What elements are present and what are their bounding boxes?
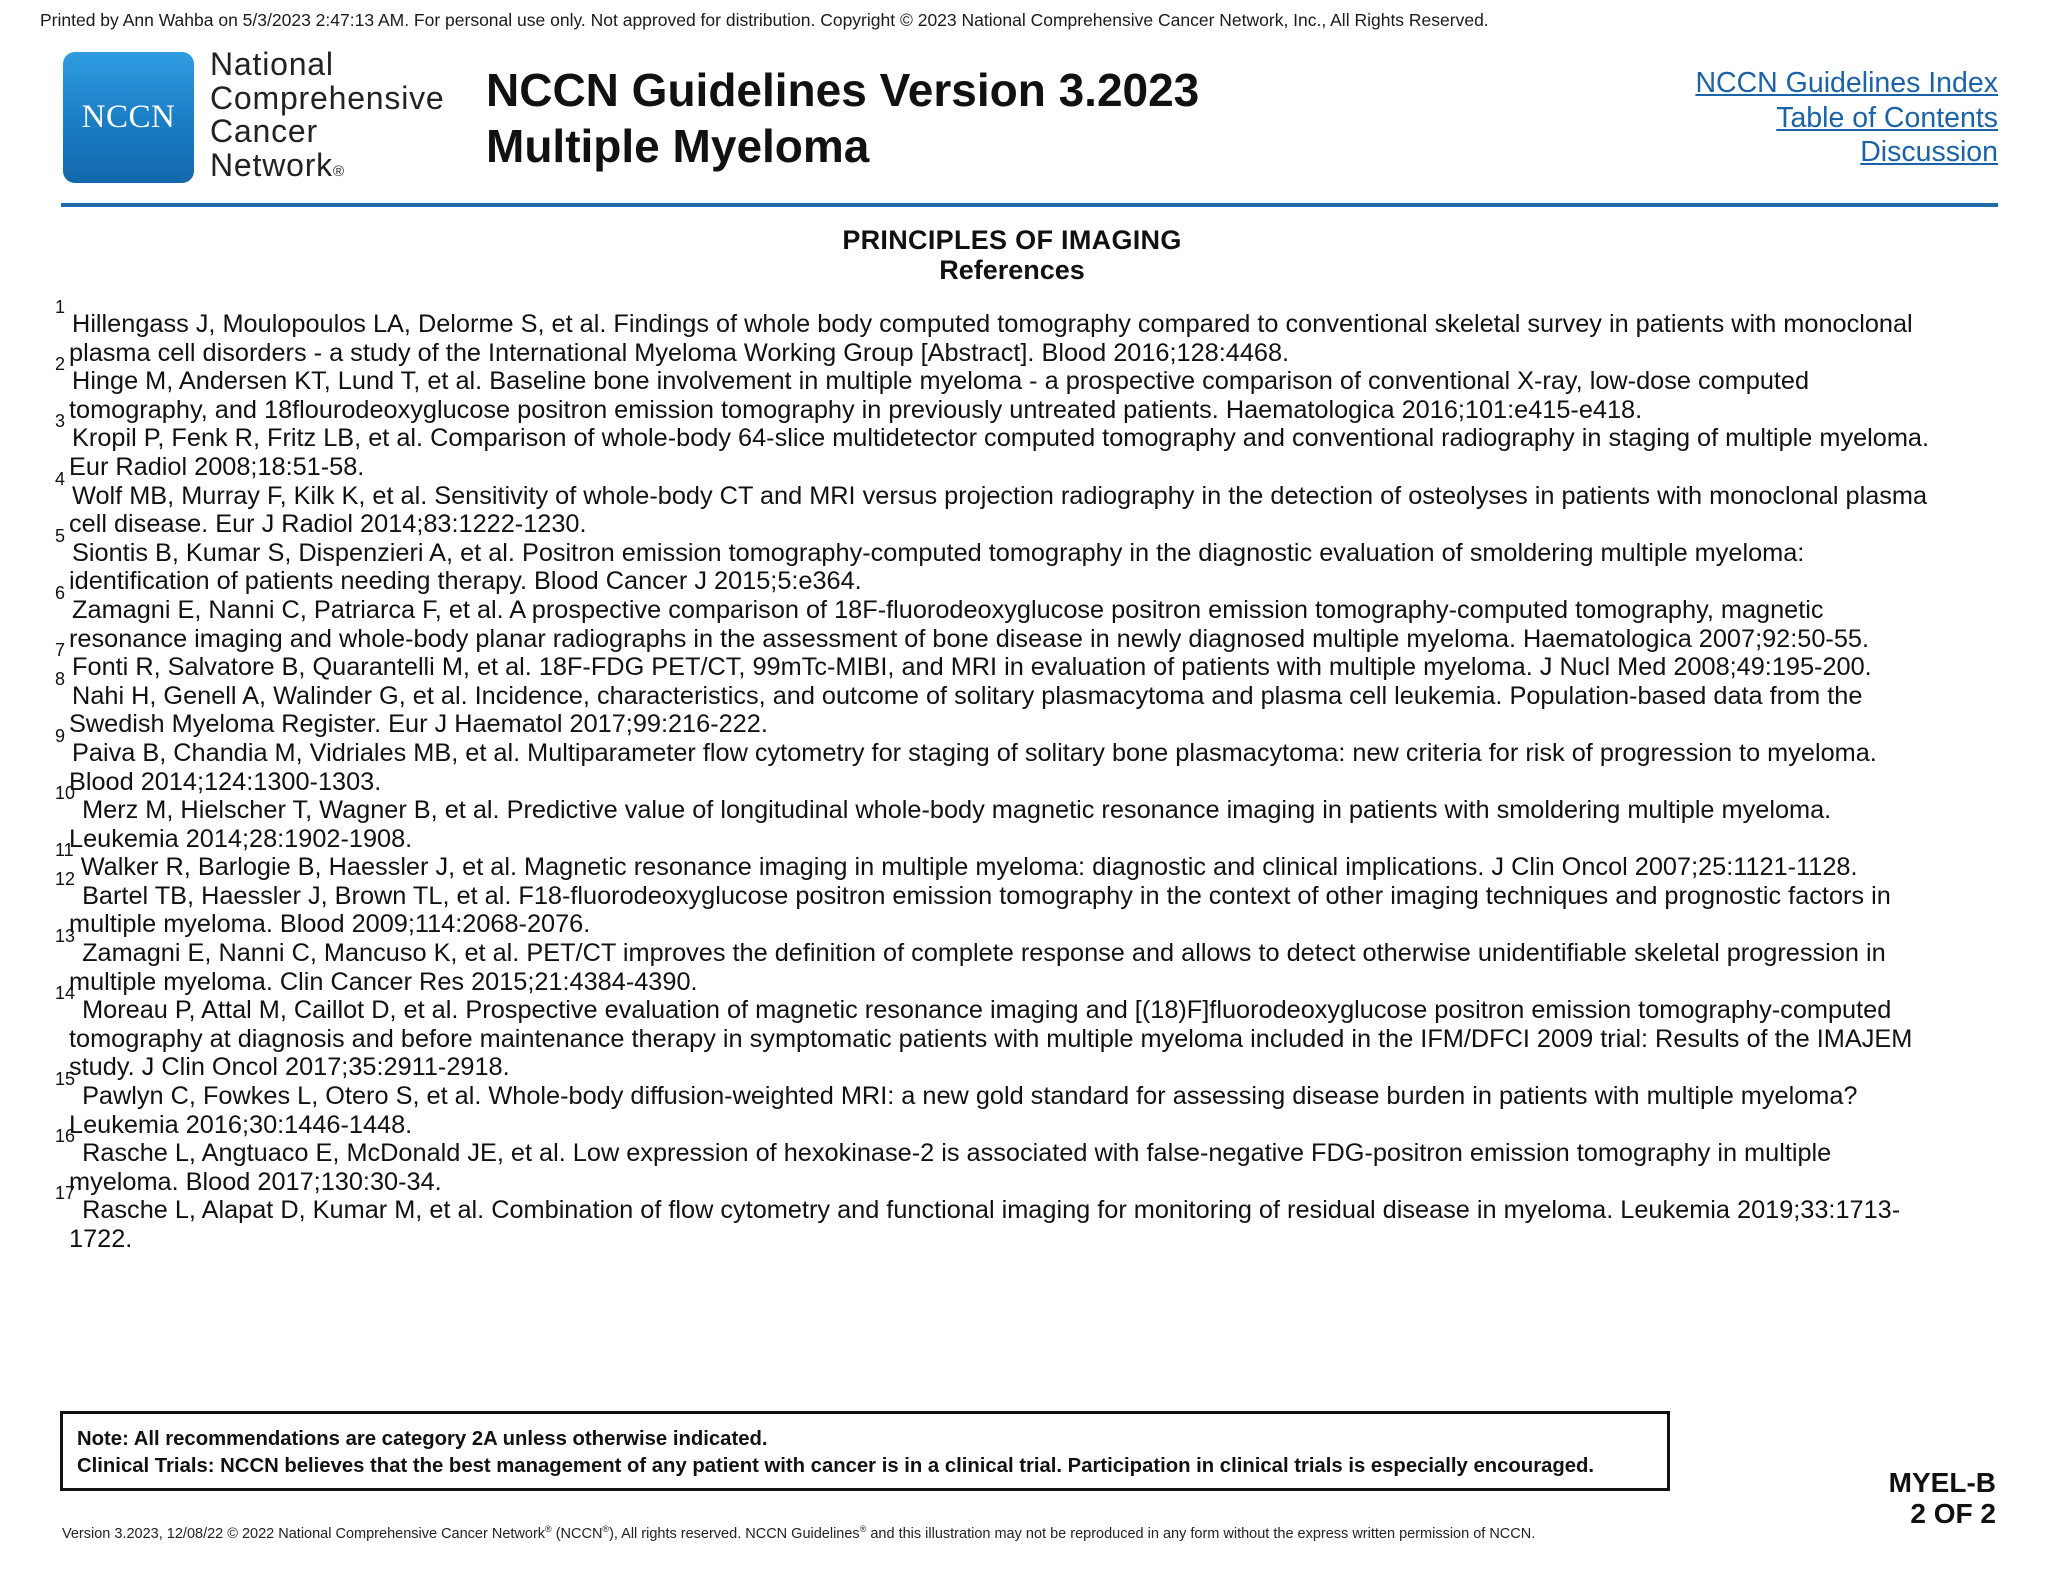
- reference-item: [55, 468, 2005, 539]
- page-identifier: [1889, 1467, 1996, 1529]
- note-box: [60, 1411, 1670, 1491]
- page-title: [486, 62, 1199, 174]
- reference-text: Pawlyn C, Fowkes L, Otero S, et al. Whole-body diffusion-weighted MRI: a new gold standard for assessing disease burden in patients with multiple myeloma? Leukemia 2016;30:1446-1448.: [69, 1082, 1858, 1139]
- reference-text: Rasche L, Alapat D, Kumar M, et al. Combination of flow cytometry and functional imaging for monitoring of residual disease in myeloma. Leukemia 2019;33:1713- 1722.: [69, 1196, 1901, 1253]
- guideline-version-title: NCCN Guidelines Version 3.2023: [486, 64, 1200, 116]
- section-subtitle: References: [939, 255, 1085, 285]
- reference-text: Merz M, Hielscher T, Wagner B, et al. Predictive value of longitudinal whole-body magnetic resonance imaging in patients with smoldering multiple myeloma. Leukemia 2014;28:1902-1908.: [69, 796, 1832, 853]
- reference-number: 17: [55, 1183, 76, 1204]
- logo-acronym: NCCN: [81, 99, 176, 135]
- footer-reg-1: ®: [545, 1524, 552, 1534]
- reference-text: Kropil P, Fenk R, Fritz LB, et al. Comparison of whole-body 64-slice multidetector computed tomography and conventional radiography in staging of multiple myeloma. Eur Radiol 2008;18:51-58.: [69, 424, 1930, 481]
- reference-text: Zamagni E, Nanni C, Patriarca F, et al. A prospective comparison of 18F-fluorodeoxyglucose positron emission tomography-computed tomography, magnetic resonance imaging and whole-body planar radiographs in the assessment of bone disease in newly diagnosed multiple myeloma. Haematologica 2007;92:50-55.: [69, 595, 1869, 653]
- section-title: PRINCIPLES OF IMAGING: [842, 225, 1182, 255]
- clinical-trials-note: Clinical Trials: NCCN believes that the best management of any patient with cancer is in a clinical trial. Participation in clinical trials is especially encouraged.: [77, 1454, 1595, 1477]
- reference-number: 12: [55, 868, 76, 889]
- category-note: Note: All recommendations are category 2A unless otherwise indicated.: [77, 1428, 768, 1450]
- reference-item: [55, 297, 2005, 367]
- logo-wordmark: [210, 48, 445, 182]
- reference-number: 9: [55, 725, 66, 746]
- footer-reg-3: ®: [859, 1524, 867, 1534]
- reference-item: [55, 926, 2005, 996]
- footer-part-1: Version 3.2023, 12/08/22 © 2022 National Comprehensive Cancer Network: [62, 1525, 546, 1542]
- reference-text: Zamagni E, Nanni C, Mancuso K, et al. PET/CT improves the definition of complete response and allows to detect otherwise unidentifiable skeletal progression in multiple myeloma. Clin Cancer Res 2015;21:4384-4390.: [69, 939, 1886, 996]
- footer-reg-2: ®: [602, 1524, 610, 1534]
- reference-item: [55, 1069, 2005, 1139]
- guidelines-index-link[interactable]: NCCN Guidelines Index: [1695, 67, 1998, 99]
- reference-text: Hinge M, Andersen KT, Lund T, et al. Baseline bone involvement in multiple myeloma - a prospective comparison of conventional X-ray, low-dose computed tomography, and 18flourodeoxyglucose positron emission tomography in previously untreated patients. Haematologica 2016;101:e415-e418.: [69, 367, 1810, 424]
- reference-item: [55, 725, 2005, 796]
- reference-list: [55, 297, 2005, 1254]
- reference-text: Hillengass J, Moulopoulos LA, Delorme S, et al. Findings of whole body computed tomography compared to conventional skeletal survey in patients with monoclonal plasma cell disorders - a study of the International Myeloma Working Group [Abstract]. Blood 2016;128:4468.: [69, 310, 1913, 367]
- page-number: 2 OF 2: [1910, 1498, 1996, 1529]
- logo-line-4: [210, 146, 445, 183]
- table-of-contents-link[interactable]: Table of Contents: [1776, 101, 1998, 134]
- reference-text: Fonti R, Salvatore B, Quarantelli M, et al. 18F-FDG PET/CT, 99mTc-MIBI, and MRI in evaluation of patients with multiple myeloma. J Nucl Med 2008;49:195-200.: [72, 653, 1872, 682]
- discussion-link[interactable]: Discussion: [1860, 136, 1998, 168]
- footer-part-4: and this illustration may not be reproduced in any form without the express written permission of NCCN.: [866, 1525, 1536, 1542]
- reference-number: 11: [55, 840, 74, 861]
- reference-item: [55, 783, 2005, 853]
- reference-text: Walker R, Barlogie B, Haessler J, et al. Magnetic resonance imaging in multiple myeloma: diagnostic and clinical implications. J Clin Oncol 2007;25:1121-1128.: [80, 853, 1858, 882]
- reference-text: Rasche L, Angtuaco E, McDonald JE, et al. Low expression of hexokinase-2 is associated with false-negative FDG-positron emission tomography in multiple myeloma. Blood 2017;130:30-34.: [69, 1139, 1832, 1196]
- reference-text: Paiva B, Chandia M, Vidriales MB, et al. Multiparameter flow cytometry for staging of solitary bone plasmacytoma: new criteria for risk of progression to myeloma. Blood 2014;124:1300-1303.: [69, 738, 1877, 796]
- logo-line-1: National: [210, 46, 334, 82]
- reference-number: 1: [55, 297, 66, 317]
- reference-number: 8: [55, 668, 66, 689]
- footer-part-3: ), All rights reserved. NCCN Guidelines: [609, 1525, 860, 1542]
- reference-number: 13: [55, 926, 76, 947]
- reference-item: [55, 582, 2005, 653]
- reference-text: Wolf MB, Murray F, Kilk K, et al. Sensitivity of whole-body CT and MRI versus projection radiography in the detection of osteolyses in patients with monoclonal plasma cell disease. Eur J Radiol 2014;83:1222-1230.: [69, 481, 1928, 539]
- reference-number: 16: [55, 1126, 76, 1147]
- reference-item: [55, 354, 2005, 424]
- logo-line-2: Comprehensive: [210, 79, 445, 116]
- page-code: MYEL-B: [1888, 1467, 1996, 1498]
- reference-text: Siontis B, Kumar S, Dispenzieri A, et al. Positron emission tomography-computed tomography in the diagnostic evaluation of smoldering multiple myeloma: identification of patients needing therapy. Blood Cancer J 2015;5:e364.: [69, 538, 1805, 596]
- reference-item: [55, 1183, 2005, 1253]
- reference-text: Nahi H, Genell A, Walinder G, et al. Incidence, characteristics, and outcome of solitary plasmacytoma and plasma cell leukemia. Population-based data from the Swedish Myeloma Register. Eur J Haematol 2017;99:216-222.: [69, 681, 1863, 739]
- reference-number: 4: [55, 468, 66, 489]
- reference-number: 6: [55, 582, 66, 603]
- logo-registered-mark: ®: [332, 162, 345, 180]
- footer-copyright: [62, 1524, 1535, 1542]
- reference-item: [55, 668, 2005, 739]
- reference-text: Moreau P, Attal M, Caillot D, et al. Prospective evaluation of magnetic resonance imaging and [(18)F]fluorodeoxyglucose positron emission tomography-computed tomography at diagnosis and before maintenance therapy in symptomatic patients with multiple myeloma included in the IFM/DFCI 2009 trial: Results of the IMAJEM study. J Clin Oncol 2017;35:2911-2918.: [69, 996, 1913, 1082]
- header-links: [1695, 66, 1998, 170]
- reference-number: 14: [55, 983, 76, 1004]
- reference-item: [55, 525, 2005, 596]
- print-notice: Printed by Ann Wahba on 5/3/2023 2:47:13 AM. For personal use only. Not approved for distribution. Copyright © 2023 National Comprehensive Cancer Network, Inc., All Rights Reserved.: [40, 10, 1489, 30]
- logo-line-3: Cancer: [210, 113, 318, 149]
- logo-line-4-text: Network: [210, 146, 333, 183]
- reference-item: [55, 868, 2005, 939]
- reference-item: [55, 983, 2005, 1082]
- header-divider: [61, 203, 1998, 207]
- reference-item: [55, 1126, 2005, 1196]
- reference-item: [55, 840, 2005, 882]
- reference-item: [55, 411, 2005, 481]
- nccn-logo: [63, 52, 194, 183]
- reference-number: 7: [55, 640, 66, 661]
- reference-text: Bartel TB, Haessler J, Brown TL, et al. F18-fluorodeoxyglucose positron emission tomography in the context of other imaging techniques and prognostic factors in multiple myeloma. Blood 2009;114:2068-2076.: [69, 881, 1891, 939]
- reference-number: 2: [55, 354, 66, 375]
- reference-number: 15: [55, 1069, 76, 1090]
- footer-part-2: (NCCN: [551, 1525, 603, 1542]
- reference-number: 10: [55, 783, 76, 804]
- reference-number: 5: [55, 525, 66, 546]
- reference-item: [55, 640, 2005, 682]
- disease-title: Multiple Myeloma: [486, 120, 870, 172]
- reference-number: 3: [55, 411, 66, 432]
